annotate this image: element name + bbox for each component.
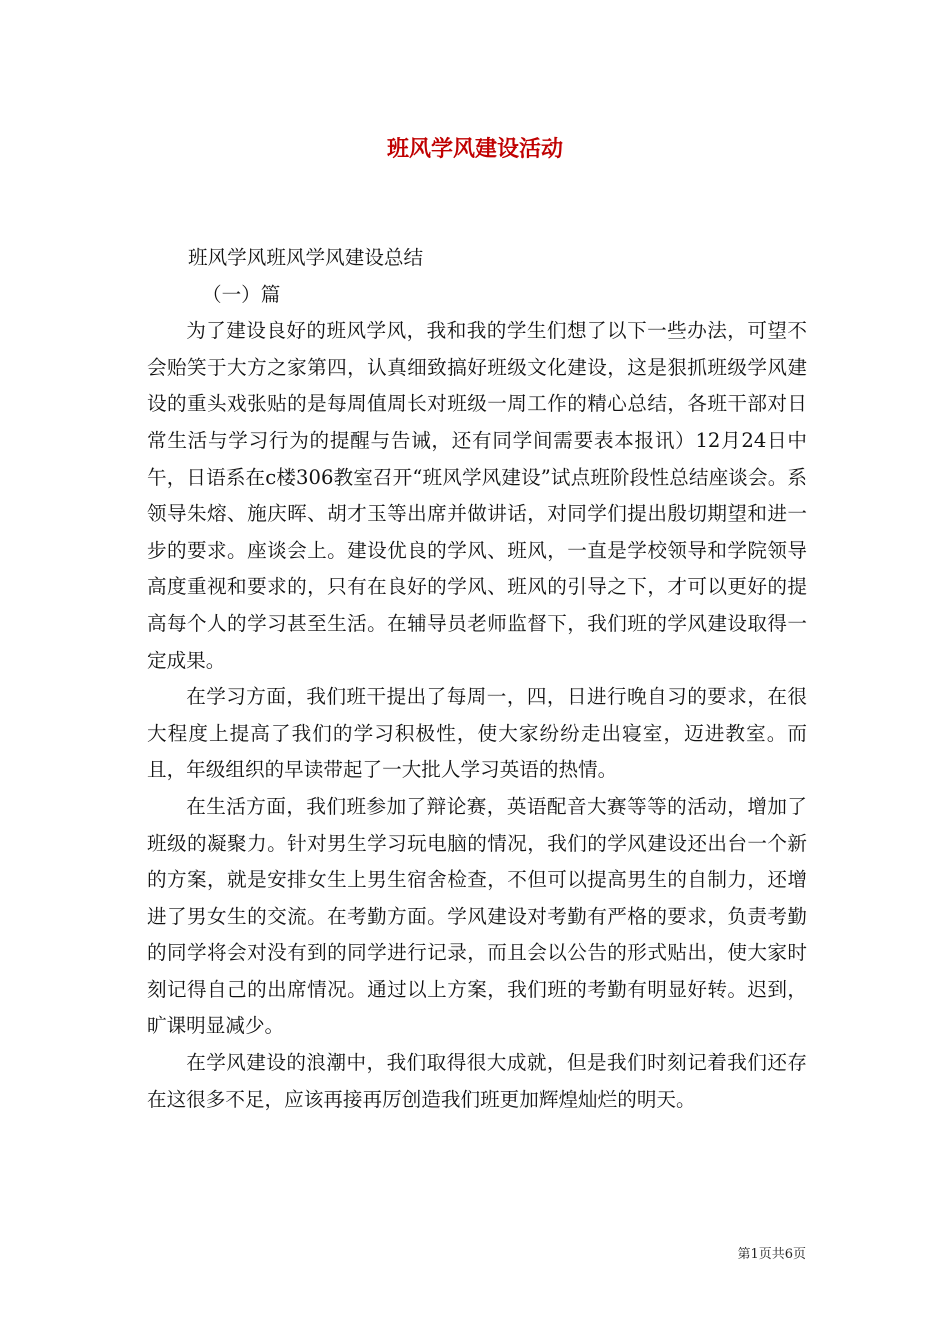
page-number: 第1页共6页: [737, 1247, 806, 1262]
section-subheading: （一）篇: [202, 282, 281, 306]
paragraph-1: 为了建设良好的班风学风，我和我的学生们想了以下一些办法，可望不会贻笑于大方之家第四，认真细致搞好班级文化建设，这是狠抓班级学风建设的重头戏张贴的是每周值周长对班级一周工作的精心总结，各班干部对日常生活与学习行为的提醒与告诫，还有同学间需要表本报讯）12月24日中午，日语系在c楼306教室召开“班风学风建设”试点班阶段性总结座谈会。系领导朱熔、施庆晖、胡才玉等出席并做讲话，对同学们提出殷切期望和进一步的要求。座谈会上。建设优良的学风、班风，一直是学校领导和学院领导高度重视和要求的，只有在良好的学风、班风的引导之下，才可以更好的提高每个人的学习甚至生活。在辅导员老师监督下，我们班的学风建设取得一定成果。: [147, 319, 807, 672]
document-title: 班风学风建设活动: [386, 136, 563, 162]
document-body: [147, 240, 807, 1118]
paragraph-3: 在生活方面，我们班参加了辩论赛，英语配音大赛等等的活动，增加了班级的凝聚力。针对男生学习玩电脑的情况，我们的学风建设还出台一个新的方案，就是安排女生上男生宿舍检查，不但可以提高男生的自制力，还增进了男女生的交流。在考勤方面。学风建设对考勤有严格的要求，负责考勤的同学将会对没有到的同学进行记录，而且会以公告的形式贴出，使大家时刻记得自己的出席情况。通过以上方案，我们班的考勤有明显好转。迟到，旷课明显减少。: [147, 794, 807, 1038]
section-heading: 班风学风班风学风建设总结: [188, 246, 424, 269]
paragraph-2: 在学习方面，我们班干提出了每周一，四，日进行晚自习的要求，在很大程度上提高了我们的学习积极性，使大家纷纷走出寝室，迈进教室。而且，年级组织的早读带起了一大批人学习英语的热情。: [147, 685, 807, 782]
paragraph-4: 在学风建设的浪潮中，我们取得很大成就，但是我们时刻记着我们还存在这很多不足，应该再接再厉创造我们班更加辉煌灿烂的明天。: [147, 1051, 807, 1111]
